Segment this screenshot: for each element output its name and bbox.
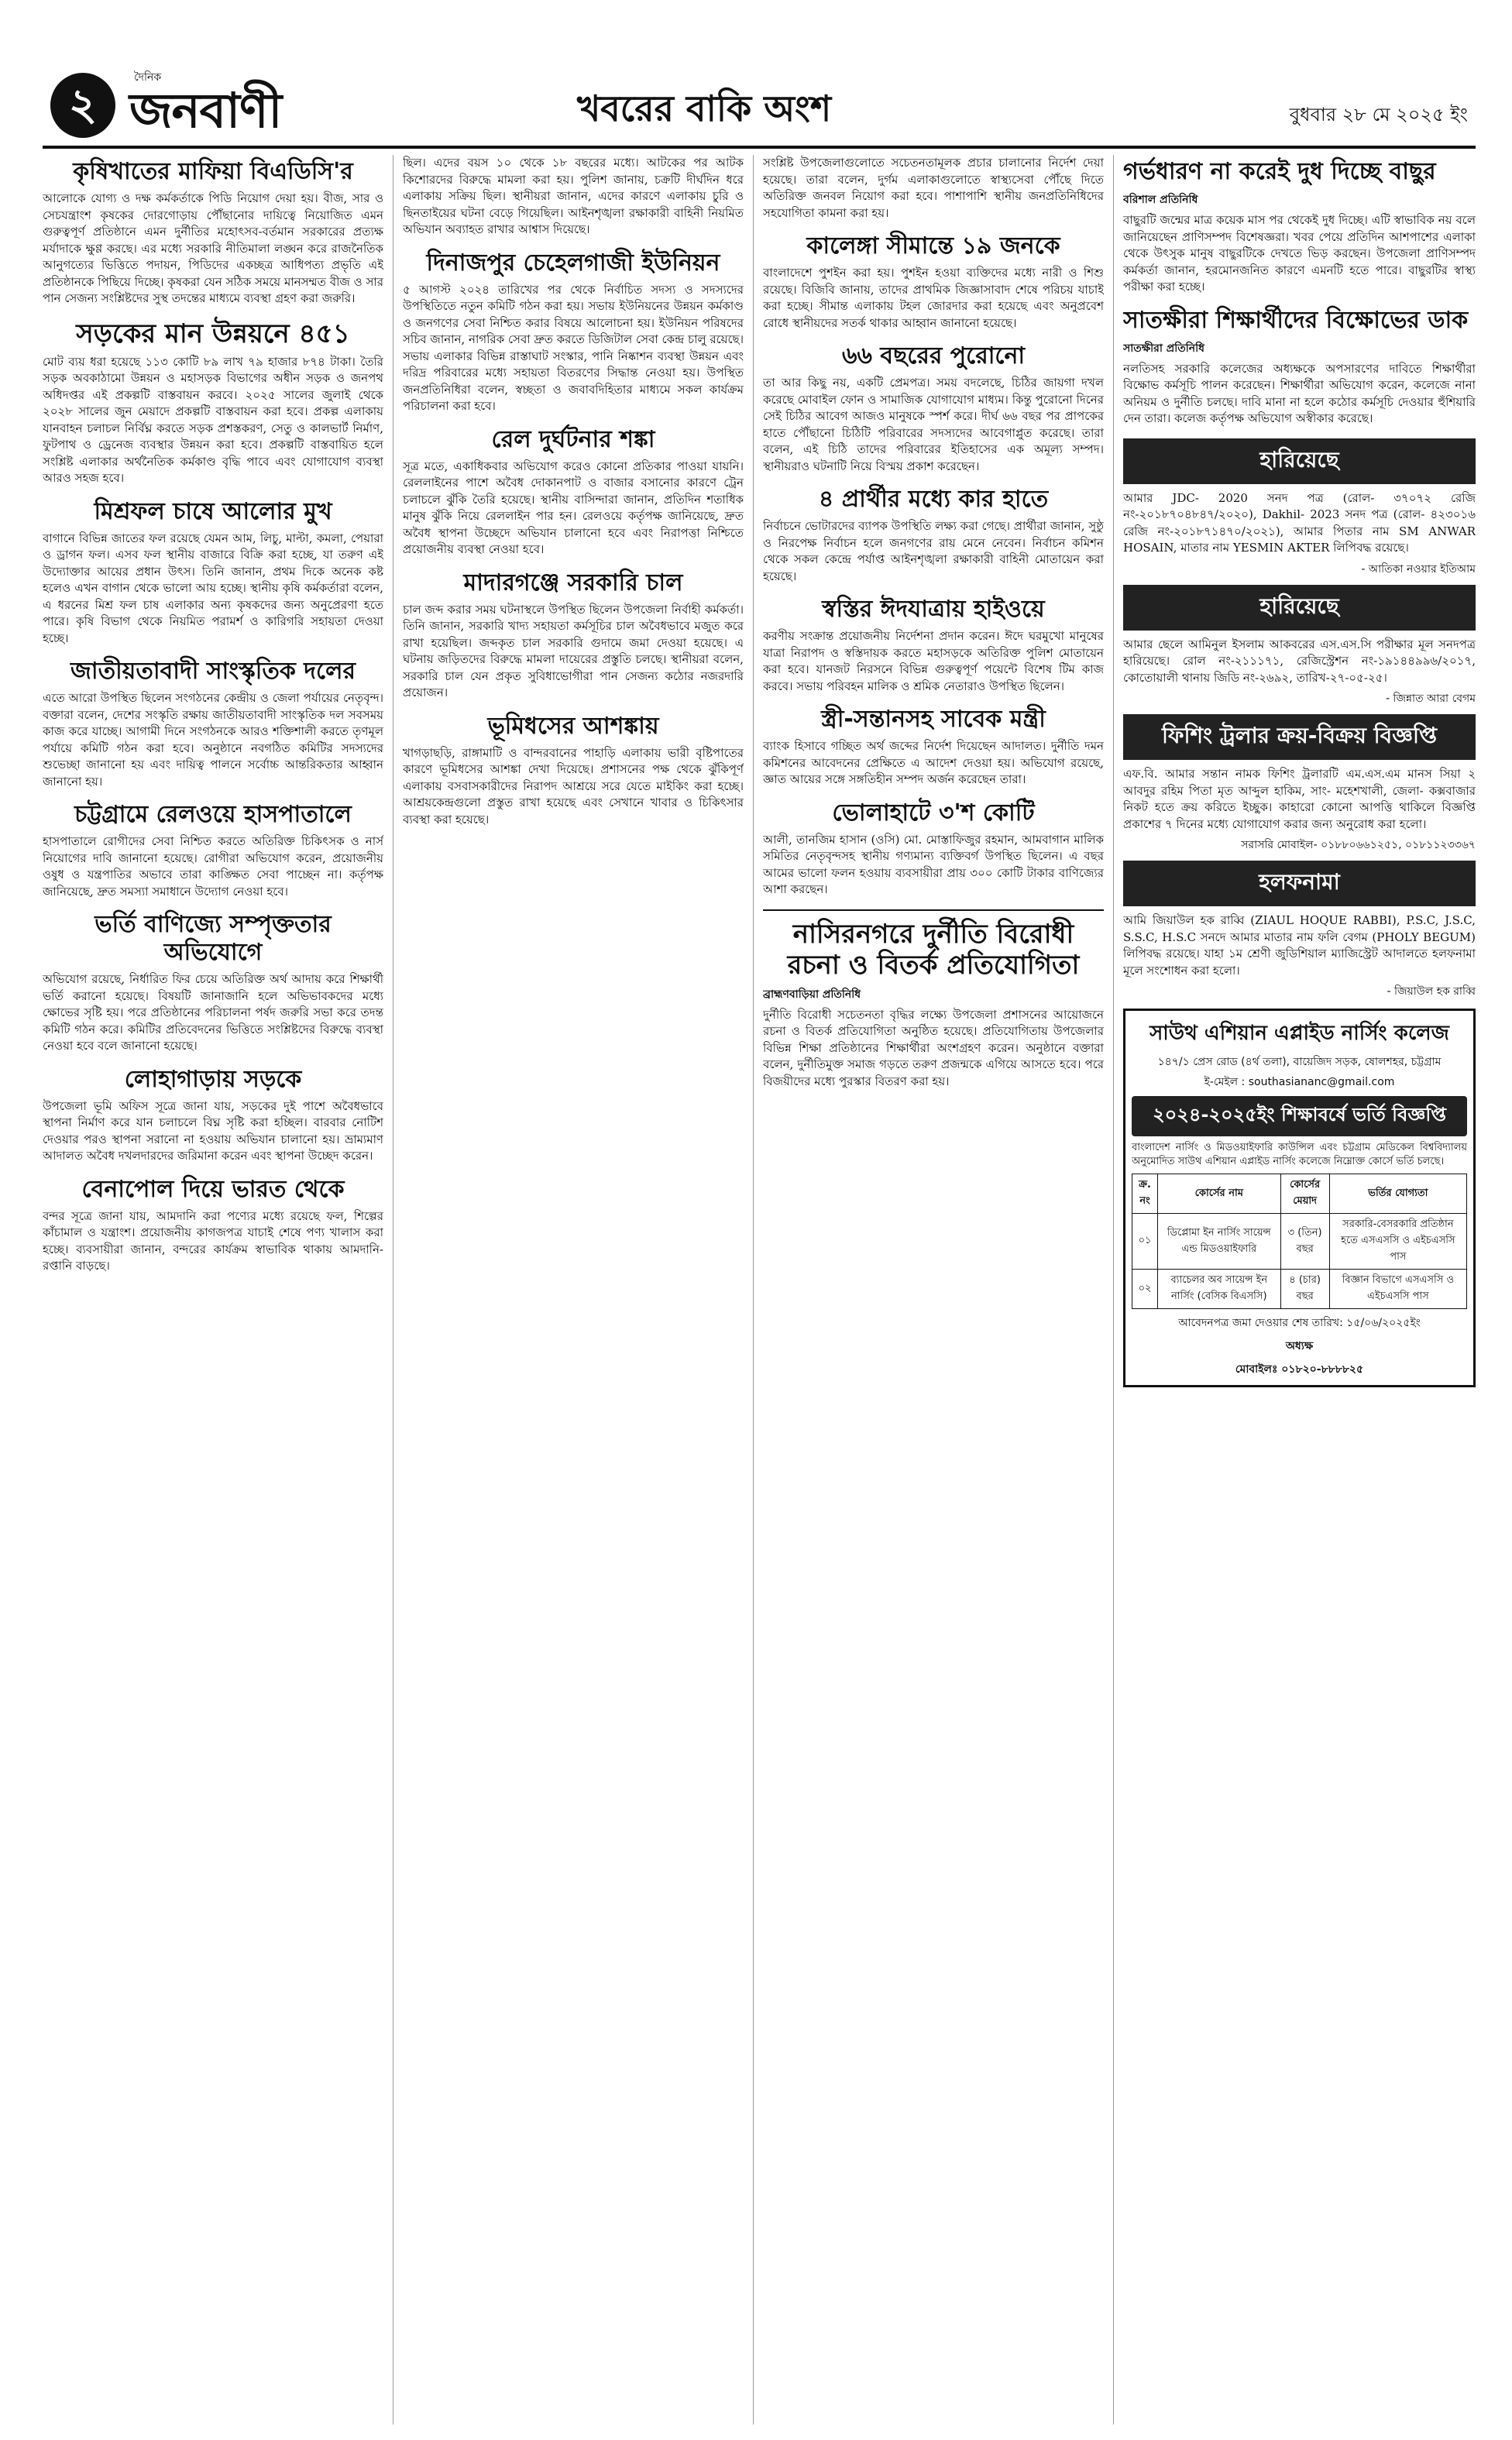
college-admission-ad	[1123, 1009, 1476, 1387]
story-body: সংশ্লিষ্ট উপজেলাগুলোতে সচেতনতামূলক প্রচার চালানোর নির্দেশ দেয়া হয়েছে। তারা বলেন, দুর্গম এলাকাগুলোতে স্বাস্থ্যসেবা পৌঁছে দিতে অতিরিক্ত জনবল নিয়োগ করা হবে। পাশাপাশি স্থানীয় জনপ্রতিনিধিদের সহযোগিতা কামনা করা হয়।	[763, 156, 1104, 220]
trawler-notice-title: ফিশিং ট্রলার ক্রয়-বিক্রয় বিজ্ঞপ্তি	[1123, 714, 1476, 760]
story	[763, 706, 1104, 789]
college-email[interactable]: ই-মেইল : southasiananc@gmail.com	[1204, 1076, 1395, 1088]
affidavit-signature: - জিয়াউল হক রাব্বি	[1387, 985, 1476, 998]
course-name: ব্যাচেলর অব সায়েন্স ইন নার্সিং (বেসিক বিএসসি)	[1158, 1270, 1280, 1309]
story	[1123, 158, 1476, 296]
headline[interactable]: সাতক্ষীরা শিক্ষার্থীদের বিক্ষোভের ডাক	[1123, 306, 1469, 334]
story-body: বন্দর সূত্রে জানা যায়, আমদানি করা পণ্যের মধ্যে রয়েছে ফল, শিল্পের কাঁচামাল ও যন্ত্রাংশ। প্রয়োজনীয় কাগজপত্র যাচাই শেষে পণ্য খালাস করা হচ্ছে। ব্যবসায়ীরা জানান, বন্দরের কার্যক্রম স্বাভাবিক থাকায় আমদানি-রপ্তানি বাড়ছে।	[43, 1208, 383, 1273]
course-requirement: সরকারি-বেসরকারি প্রতিষ্ঠান হতে এসএসসি ও এইচএসসি পাস	[1329, 1214, 1466, 1270]
story	[763, 919, 1104, 1091]
story	[43, 1066, 383, 1165]
column-2	[403, 155, 744, 2425]
row-number: ০১	[1132, 1214, 1158, 1270]
story	[43, 158, 383, 308]
headline[interactable]: ভূমিধসের আশঙ্কায়	[487, 712, 659, 740]
story-body: আলী, তানজিম হাসান (ওসি) মো. মোস্তাফিজুর রহমান, আমবাগান মালিক সমিতির নেতৃবৃন্দসহ স্থানীয় গণ্যমান্য ব্যক্তিবর্গ উপস্থিত ছিলেন। এ বছর আমের ভালো ফলন হওয়ায় ব্যবসায়ীরা প্রায় ৩০০ কোটি টাকার বাণিজ্যের আশা করছেন।	[763, 832, 1104, 896]
story	[43, 1176, 383, 1275]
headline[interactable]: স্ত্রী-সন্তানসহ সাবেক মন্ত্রী	[821, 706, 1046, 733]
headline[interactable]: রেল দুর্ঘটনার শঙ্কা	[491, 425, 655, 453]
column-header: ভর্তির যোগ্যতা	[1329, 1174, 1466, 1214]
headline[interactable]: বেনাপোল দিয়ে ভারত থেকে	[81, 1175, 345, 1203]
story	[1123, 307, 1476, 428]
story	[763, 232, 1104, 332]
story	[403, 426, 744, 558]
story	[763, 799, 1104, 899]
headline[interactable]: কৃষিখাতের মাফিয়া বিএডিসি'র	[73, 158, 353, 185]
headline[interactable]: ভর্তি বাণিজ্যে সম্পৃক্ততার অভিযোগে	[94, 911, 332, 966]
story-body: ব্যাংক হিসাবে গচ্ছিত অর্থ জব্দের নির্দেশ দিয়েছেন আদালত। দুর্নীতি দমন কমিশনের আবেদনের প্রেক্ষিতে এ আদেশ দেওয়া হয়। অভিযোগ রয়েছে, জ্ঞাত আয়ের সঙ্গে সঙ্গতিহীন সম্পদ অর্জন করেছেন তারা।	[763, 739, 1104, 786]
story-body: খাগড়াছড়ি, রাঙ্গামাটি ও বান্দরবানের পাহাড়ি এলাকায় ভারী বৃষ্টিপাতের কারণে ভূমিধসের আশঙ্কা দেখা দিয়েছে। প্রশাসনের পক্ষ থেকে ঝুঁকিপূর্ণ এলাকায় বসবাসকারীদের নিরাপদ আশ্রয়ে সরে যেতে মাইকিং করা হচ্ছে। আশ্রয়কেন্দ্রগুলো প্রস্তুত রাখা হয়েছে এবং সেখানে খাবার ও চিকিৎসার ব্যবস্থা করা হয়েছে।	[403, 745, 744, 827]
table-row	[1132, 1270, 1467, 1309]
column-divider	[753, 155, 754, 2425]
section-title: খবরের বাকি অংশ	[577, 88, 832, 129]
story	[43, 318, 383, 487]
headline[interactable]: লোহাগাড়ায় সড়কে	[124, 1065, 302, 1093]
lost-notice-body: আমার JDC- 2020 সনদ পত্র (রোল- ৩৭০৭২ রেজি নং-২০১৮৭০৪৮৪৭/২০২০), Dakhil- 2023 সনদ পত্র (রোল- ৪২৩০১৬ রেজি নং-২০১৮৭১৪৭০/২০২১), আমার পিতার নাম SM ANWAR HOSAIN, মাতার নাম YESMIN AKTER লিপিবদ্ধ রয়েছে।	[1123, 490, 1476, 555]
admission-banner: ২০২৪-২০২৫ইং শিক্ষাবর্ষে ভর্তি বিজ্ঞপ্তি	[1132, 1096, 1467, 1136]
story-body: হাসপাতালে রোগীদের সেবা নিশ্চিত করতে অতিরিক্ত চিকিৎসক ও নার্স নিয়োগের দাবি জানানো হয়েছে। রোগীরা অভিযোগ করেন, প্রয়োজনীয় ওষুধ ও যন্ত্রপাতির অভাবে তারা কাঙ্ক্ষিত সেবা পাচ্ছেন না। কর্তৃপক্ষ জানিয়েছে, দ্রুত সমস্যা সমাধানে উদ্যোগ নেওয়া হবে।	[43, 834, 383, 899]
lost-notice-title: হারিয়েছে	[1123, 438, 1476, 484]
story-body: বাগানে বিভিন্ন জাতের ফল রয়েছে যেমন আম, লিচু, মাল্টা, কমলা, পেয়ারা ও ড্রাগন ফল। এসব ফল স্থানীয় বাজারে বিক্রি করা হচ্ছে, যা তরুণ এই উদ্যোক্তার আয়ের প্রধান উৎস। তিনি জানান, প্রথম দিকে অনেক কষ্ট হলেও এখন বাগান থেকে ভালো আয় হচ্ছে। স্থানীয় কৃষি কর্মকর্তারা বলেন, এ ধরনের মিশ্র ফল চাষ এলাকার অন্য কৃষকদের জন্য অনুপ্রেরণা হতে পারে। কৃষি বিভাগ থেকে নিয়মিত পরামর্শ ও কারিগরি সহায়তা দেওয়া হচ্ছে।	[43, 531, 383, 645]
admission-deadline: আবেদনপত্র জমা দেওয়ার শেষ তারিখ: ১৫/০৬/২০২৫ইং	[1178, 1317, 1421, 1329]
story-body: ৫ আগস্ট ২০২৪ তারিখের পর থেকে নির্বাচিত সদস্য ও সদস্যদের উপস্থিতিতে নতুন কমিটি গঠন করা হয়। সভায় ইউনিয়নের উন্নয়ন কর্মকাণ্ড ও জনগণের সেবা নিশ্চিত করার বিষয়ে আলোচনা হয়। ইউনিয়ন পরিষদের সচিব জানান, নাগরিক সেবা দ্রুত করতে ডিজিটাল সেবা কেন্দ্র চালু রয়েছে। সভায় এলাকার বিভিন্ন রাস্তাঘাট সংস্কার, পানি নিষ্কাশন ব্যবস্থা উন্নয়ন এবং দরিদ্র পরিবারের মধ্যে সহায়তা বিতরণের সিদ্ধান্ত নেওয়া হয়। উপস্থিত জনপ্রতিনিধিরা বলেন, স্বচ্ছতা ও জবাবদিহিতার মাধ্যমে সকল কার্যক্রম পরিচালনা করা হবে।	[403, 282, 744, 413]
story	[43, 801, 383, 900]
headline[interactable]: ৬৬ বছরের পুরোনো	[841, 342, 1026, 369]
story-body: দুর্নীতি বিরোধী সচেতনতা বৃদ্ধির লক্ষ্যে উপজেলা প্রশাসনের আয়োজনে রচনা ও বিতর্ক প্রতিযোগিতা অনুষ্ঠিত হয়েছে। প্রতিযোগিতায় উপজেলার বিভিন্ন শিক্ষা প্রতিষ্ঠানের শিক্ষার্থীরা অংশগ্রহণ করেন। অনুষ্ঠানে বক্তারা বলেন, দুর্নীতিমুক্ত সমাজ গড়তে তরুণ প্রজন্মকে এগিয়ে আসতে হবে। পরে বিজয়ীদের মধ্যে পুরস্কার বিতরণ করা হয়।	[763, 1007, 1104, 1088]
row-number: ০২	[1132, 1270, 1158, 1309]
lost-notice-signature: - আতিকা নওয়ার ইতিআম	[1361, 562, 1476, 576]
story-body: এতে আরো উপস্থিত ছিলেন সংগঠনের কেন্দ্রীয় ও জেলা পর্যায়ের নেতৃবৃন্দ। বক্তারা বলেন, দেশের সংস্কৃতি রক্ষায় জাতীয়তাবাদী সাংস্কৃতিক দল সবসময় কাজ করে যাচ্ছে। আগামী দিনে সংগঠনকে আরও শক্তিশালী করতে তৃণমূল পর্যায়ে কমিটি গঠন করা হবে। অনুষ্ঠানে নবগঠিত কমিটির সদস্যদের শুভেচ্ছা জানানো হয় এবং দায়িত্ব পালনে সর্বোচ্চ আন্তরিকতার আহ্বান জানানো হয়।	[43, 691, 383, 789]
story-body: করণীয় সংক্রান্ত প্রয়োজনীয় নির্দেশনা প্রদান করেন। ঈদে ঘরমুখো মানুষের যাত্রা নিরাপদ ও স্বস্তিদায়ক করতে মহাসড়কে অতিরিক্ত পুলিশ মোতায়েন করা হবে। যানজট নিরসনে বিভিন্ন গুরুত্বপূর্ণ পয়েন্টে বিশেষ টিম কাজ করবে। সভায় পরিবহন মালিক ও শ্রমিক নেতারাও উপস্থিত ছিলেন।	[763, 629, 1104, 693]
table-header-row	[1132, 1174, 1467, 1214]
column-4	[1123, 155, 1476, 2425]
lost-notice-body: আমার ছেলে আমিনুল ইসলাম আকবরের এস.এস.সি পরীক্ষার মূল সনদপত্র হারিয়েছে। রোল নং-২১১১৭১, রেজিস্ট্রেশন নং-১৯১৪৪৯৯৬/২০১৭, কোতোয়ালী থানায় জিডি নং-২৬৯২, তারিখ-২৭-০৫-২৫।	[1123, 637, 1476, 685]
story	[43, 658, 383, 790]
headline[interactable]: নাসিরনগরে দুর্নীতি বিরোধী রচনা ও বিতর্ক প্রতিযোগিতা	[787, 918, 1080, 981]
headline[interactable]: মাদারগঞ্জে সরকারি চাল	[463, 569, 683, 596]
issue-date: বুধবার ২৮ মে ২০২৫ ইং	[1289, 104, 1468, 125]
story-body: অভিযোগ রয়েছে, নির্ধারিত ফির চেয়ে অতিরিক্ত অর্থ আদায় করে শিক্ষার্থী ভর্তি করানো হয়েছে। বিষয়টি জানাজানি হলে অভিভাবকদের মধ্যে ক্ষোভের সৃষ্টি হয়। পরে প্রতিষ্ঠানের পরিচালনা পর্ষদ জরুরি সভা করে তদন্ত কমিটি গঠন করে। কমিটির প্রতিবেদনের ভিত্তিতে সংশ্লিষ্টদের বিরুদ্ধে ব্যবস্থা নেওয়া হবে বলে জানানো হয়েছে।	[43, 972, 383, 1053]
divider	[763, 909, 1104, 911]
page-number: ২	[50, 73, 115, 138]
story	[43, 911, 383, 1055]
daily-label: দৈনিক	[134, 71, 162, 84]
column-header: কোর্সের নাম	[1158, 1174, 1280, 1214]
reporter-byline: ব্রাহ্মণবাড়িয়া প্রতিনিধি	[763, 988, 861, 1001]
column-3	[763, 155, 1104, 2425]
story-body: ছিল। এদের বয়স ১০ থেকে ১৮ বছরের মধ্যে। আটকের পর আটক কিশোরদের বিরুদ্ধে মামলা করা হয়। পুলিশ জানায়, চক্রটি দীর্ঘদিন ধরে এলাকায় সক্রিয় ছিল। স্থানীয়রা জানান, এদের কারণে এলাকায় চুরি ও ছিনতাইয়ের ঘটনা বেড়ে গিয়েছিল। আইনশৃঙ্খলা রক্ষাকারী বাহিনী নিয়মিত অভিযান অব্যাহত রাখার আশ্বাস দিয়েছে।	[403, 156, 744, 236]
story-body: আলোকে যোগ্য ও দক্ষ কর্মকর্তাকে পিডি নিয়োগ দেয়া হয়। বীজ, সার ও সেচযন্ত্রাংশ কৃষকের দোরগোড়ায় পৌঁছানোর দায়িত্বে নিয়োজিত এমন গুরুত্বপূর্ণ প্রতিষ্ঠানে এমন দুর্নীতির মহোৎসব-বর্তমান সরকারের প্রত্যক্ষ মর্যাদাকে ক্ষুণ্ণ করছে। এর মধ্যে সরকারি নীতিমালা লঙ্ঘন করে রাজনৈতিক আনুগত্যের ভিত্তিতে পদায়ন, পিডিদের একচ্ছত্র আধিপত্য প্রভৃতি এই প্রতিষ্ঠানকে পিছিয়ে দিচ্ছে। কৃষকরা যেন সঠিক সময়ে মানসম্মত বীজ ও সার পান সেজন্য সংশ্লিষ্টদের সুস্থ তদন্তের মাধ্যমে ব্যবস্থা গ্রহণ করা জরুরি।	[43, 191, 383, 305]
newspaper-logo: জনবাণী	[129, 82, 282, 139]
course-duration: ৪ (চার) বছর	[1280, 1270, 1329, 1309]
story	[763, 596, 1104, 695]
story-body: উপজেলা ভূমি অফিস সূত্রে জানা যায়, সড়কের দুই পাশে অবৈধভাবে স্থাপনা নির্মাণ করে যান চলাচলে বিঘ্ন সৃষ্টি করা হচ্ছিল। বারবার নোটিশ দেওয়ার পরও স্থাপনা সরানো না হওয়ায় অভিযান চালানো হয়। ভ্রাম্যমাণ আদালত অবৈধ দখলদারদের জরিমানা করেন এবং স্থাপনা উচ্ছেদ করেন।	[43, 1098, 383, 1163]
column-header: কোর্সের মেয়াদ	[1280, 1174, 1329, 1214]
story-body: বাংলাদেশে পুশইন করা হয়। পুশইন হওয়া ব্যক্তিদের মধ্যে নারী ও শিশু রয়েছে। বিজিবি জানায়, তাদের প্রাথমিক জিজ্ঞাসাবাদ শেষে পরিচয় যাচাই করা হচ্ছে। সীমান্ত এলাকায় টহল জোরদার করা হয়েছে এবং অনুপ্রবেশ রোধে স্থানীয়দের সতর্ক থাকার আহ্বান জানানো হয়েছে।	[763, 266, 1104, 330]
story	[403, 569, 744, 702]
masthead	[43, 68, 1476, 149]
story-body: সূত্র মতে, একাধিকবার অভিযোগ করেও কোনো প্রতিকার পাওয়া যায়নি। রেললাইনের পাশে অবৈধ দোকানপাট ও বাজার বসানোর কারণে ট্রেন চলাচলে ঝুঁকি তৈরি হয়েছে। স্থানীয় বাসিন্দারা জানান, প্রতিদিন শতাধিক মানুষ ঝুঁকি নিয়ে রেললাইন পার হন। রেলওয়ে কর্তৃপক্ষ জানিয়েছে, দ্রুত অবৈধ স্থাপনা উচ্ছেদে অভিযান চালানো হবে এবং নিরাপত্তা নিশ্চিতে প্রয়োজনীয় ব্যবস্থা নেওয়া হবে।	[403, 459, 744, 556]
college-address: ১৪৭/১ প্রেস রোড (৪র্থ তলা), বায়েজিদ সড়ক, ষোলশহর, চট্টগ্রাম	[1157, 1056, 1442, 1068]
lost-notice-signature: - জিন্নাত আরা বেগম	[1385, 692, 1476, 705]
headline[interactable]: গর্ভধারণ না করেই দুধ দিচ্ছে বাছুর	[1123, 158, 1436, 185]
headline[interactable]: চট্টগ্রামে রেলওয়ে হাসপাতালে	[74, 801, 352, 828]
story	[43, 498, 383, 648]
college-name: সাউথ এশিয়ান এপ্লাইড নার্সিং কলেজ	[1149, 1022, 1449, 1045]
headline[interactable]: দিনাজপুর চেহেলগাজী ইউনিয়ন	[426, 249, 720, 277]
headline[interactable]: ভোলাহাটে ৩'শ কোটি	[832, 799, 1035, 827]
course-table	[1132, 1174, 1467, 1309]
story-body: বাছুরটি জন্মের মাত্র কয়েক মাস পর থেকেই দুধ দিচ্ছে। এটি স্বাভাবিক নয় বলে জানিয়েছেন প্রাণিসম্পদ বিশেষজ্ঞরা। খবর পেয়ে প্রতিদিন আশপাশের এলাকা থেকে উৎসুক মানুষ বাছুরটিকে দেখতে ভিড় করছেন। উপজেলা প্রাণিসম্পদ কর্মকর্তা জানান, হরমোনজনিত কারণে এমনটি হতে পারে। বাছুরটির স্বাস্থ্য পরীক্ষা করা হচ্ছে।	[1123, 213, 1476, 294]
course-duration: ৩ (তিন) বছর	[1280, 1214, 1329, 1270]
ad-phone[interactable]: মোবাইলঃ ০১৮২০-৮৮৮৮২৫	[1235, 1363, 1364, 1376]
column-header: ক্র. নং	[1132, 1174, 1158, 1214]
story	[403, 155, 744, 239]
headline[interactable]: স্বস্তির ঈদযাত্রায় হাইওয়ে	[822, 596, 1045, 623]
story	[763, 342, 1104, 475]
story	[763, 486, 1104, 585]
course-name: ডিপ্লোমা ইন নার্সিং সায়েন্স এন্ড মিডওয়াইফারি	[1158, 1214, 1280, 1270]
headline[interactable]: জাতীয়তাবাদী সাংস্কৃতিক দলের	[70, 658, 356, 685]
reporter-byline: সাতক্ষীরা প্রতিনিধি	[1123, 342, 1204, 355]
table-row	[1132, 1214, 1467, 1270]
trawler-notice-contact: সরাসরি মোবাইল- ০১৮৮০৬৬১২৫১, ০১৮১১২৩৩৬৭	[1241, 839, 1476, 851]
column-1	[43, 155, 383, 2425]
affidavit-title: হলফনামা	[1123, 861, 1476, 906]
story-body: চাল জব্দ করার সময় ঘটনাস্থলে উপস্থিত ছিলেন উপজেলা নির্বাহী কর্মকর্তা। তিনি জানান, সরকারি খাদ্য সহায়তা কর্মসূচির চাল অবৈধভাবে মজুত করে রাখা হয়েছিল। জব্দকৃত চাল সরকারি গুদামে জমা দেওয়া হয়েছে। এ ঘটনায় জড়িতদের বিরুদ্ধে মামলা দায়েরের প্রস্তুতি চলছে। স্থানীয়রা বলেন, সরকারি চাল যেন প্রকৃত সুবিধাভোগীরা পান সেজন্য কঠোর নজরদারি প্রয়োজন।	[403, 602, 744, 699]
course-requirement: বিজ্ঞান বিভাগে এসএসসি ও এইচএসসি পাস	[1329, 1270, 1466, 1309]
reporter-byline: বরিশাল প্রতিনিধি	[1123, 194, 1198, 206]
story-body: নির্বাচনে ভোটারদের ব্যাপক উপস্থিতি লক্ষ্য করা গেছে। প্রার্থীরা জানান, সুষ্ঠু ও নিরপেক্ষ নির্বাচন হলে জনগণের রায় মেনে নেবেন। নির্বাচন কমিশন থেকে সকল কেন্দ্রে পর্যাপ্ত আইনশৃঙ্খলা রক্ষাকারী বাহিনী মোতায়েন করা হয়েছে।	[763, 519, 1104, 583]
story-body: মোট ব্যয় ধরা হয়েছে ১১৩ কোটি ৮৯ লাখ ৭৯ হাজার ৮৭৪ টাকা। তৈরি সড়ক অবকাঠামো উন্নয়ন ও মহাসড়ক বিভাগের অধীন সড়ক ও জনপথ অধিদপ্তর এই প্রকল্পটি বাস্তবায়ন করবে। ২০২৫ সালের জুলাই থেকে ২০২৮ সালের জুন মেয়াদে প্রকল্পটি বাস্তবায়ন করা হবে। প্রকল্প এলাকায় যানবাহন চলাচল নির্বিঘ্ন করতে সড়ক প্রশস্তকরণ, সেতু ও কালভার্ট নির্মাণ, ফুটপাথ ও ড্রেনেজ ব্যবস্থার উন্নয়ন করা হবে। প্রকল্পটি বাস্তবায়িত হলে সংশ্লিষ্ট এলাকার অর্থনৈতিক কর্মকাণ্ড বৃদ্ধি পাবে এবং যোগাযোগ ব্যবস্থা আরও সহজ হবে।	[43, 354, 383, 485]
ad-signoff: অধ্যক্ষ	[1285, 1340, 1314, 1352]
story	[403, 713, 744, 829]
headline[interactable]: মিশ্রফল চাষে আলোর মুখ	[94, 497, 332, 525]
story-body: নলতিসহ সরকারি কলেজের অধ্যক্ষকে অপসারণের দাবিতে শিক্ষার্থীরা বিক্ষোভ কর্মসূচি পালন করেছেন। শিক্ষার্থীরা অভিযোগ করেন, কলেজে নানা অনিয়ম ও দুর্নীতি চলছে। দাবি মানা না হলে কঠোর কর্মসূচি দেওয়ার হুঁশিয়ারি দেন তারা। কলেজ কর্তৃপক্ষ অভিযোগ অস্বীকার করেছে।	[1123, 361, 1476, 425]
headline[interactable]: কালেঙ্গা সীমান্তে ১৯ জনকে	[806, 232, 1060, 259]
story-body: তা আর কিছু নয়, একটি প্রেমপত্র। সময় বদলেছে, চিঠির জায়গা দখল করেছে মোবাইল ফোন ও সামাজিক যোগাযোগ মাধ্যম। কিন্তু পুরোনো দিনের সেই চিঠির আবেগ আজও মানুষকে স্পর্শ করে। দীর্ঘ ৬৬ বছর পর প্রাপকের হাতে পৌঁছানো চিঠিটি পরিবারের সদস্যদের আবেগাপ্লুত করেছে। তারা বলেন, এই চিঠি তাদের পরিবারের ইতিহাসের এক অমূল্য সম্পদ। স্থানীয়রাও ঘটনাটি নিয়ে বিস্ময় প্রকাশ করেছেন।	[763, 376, 1104, 473]
affidavit-body: আমি জিয়াউল হক রাব্বি (ZIAUL HOQUE RABBI), P.S.C, J.S.C, S.S.C, H.S.C সনদে আমার মাতার নাম ফলি বেগম (PHOLY BEGUM) লিপিবদ্ধ রয়েছে। যাহা ১ম শ্রেণী জুডিশিয়াল ম্যাজিস্ট্রেট আদালতে হলফনামা মূলে সংশোধন করা হলো।	[1123, 913, 1476, 978]
admission-intro: বাংলাদেশ নার্সিং ও মিডওয়াইফারি কাউন্সিল এবং চট্টগ্রাম মেডিকেল বিশ্ববিদ্যালয় অনুমোদিত সাউথ এশিয়ান এপ্লাইড নার্সিং কলেজে নিম্নোক্ত কোর্সে ভর্তি চলছে।	[1132, 1142, 1467, 1167]
trawler-notice-body: এফ.বি. আমার সন্তান নামক ফিশিং ট্রলারটি এম.এস.এম মানস সিয়া ২ আবদুর রহিম পিতা মৃত আব্দুল হাকিম, সাং- মহেশখালী, জেলা- কক্সবাজার নিকট হতে ক্রয় করিতে ইচ্ছুক। কাহারো কোনো আপত্তি থাকিলে বিজ্ঞপ্তি প্রকাশের ৭ দিনের মধ্যে যোগাযোগ করার জন্য অনুরোধ করা হলো।	[1123, 767, 1476, 831]
headline[interactable]: সড়কের মান উন্নয়নে ৪৫১	[76, 318, 350, 349]
lost-notice-title: হারিয়েছে	[1123, 585, 1476, 631]
story	[763, 155, 1104, 222]
column-divider	[1113, 155, 1114, 2425]
story	[403, 249, 744, 415]
headline[interactable]: ৪ প্রার্থীর মধ্যে কার হাতে	[818, 486, 1049, 513]
